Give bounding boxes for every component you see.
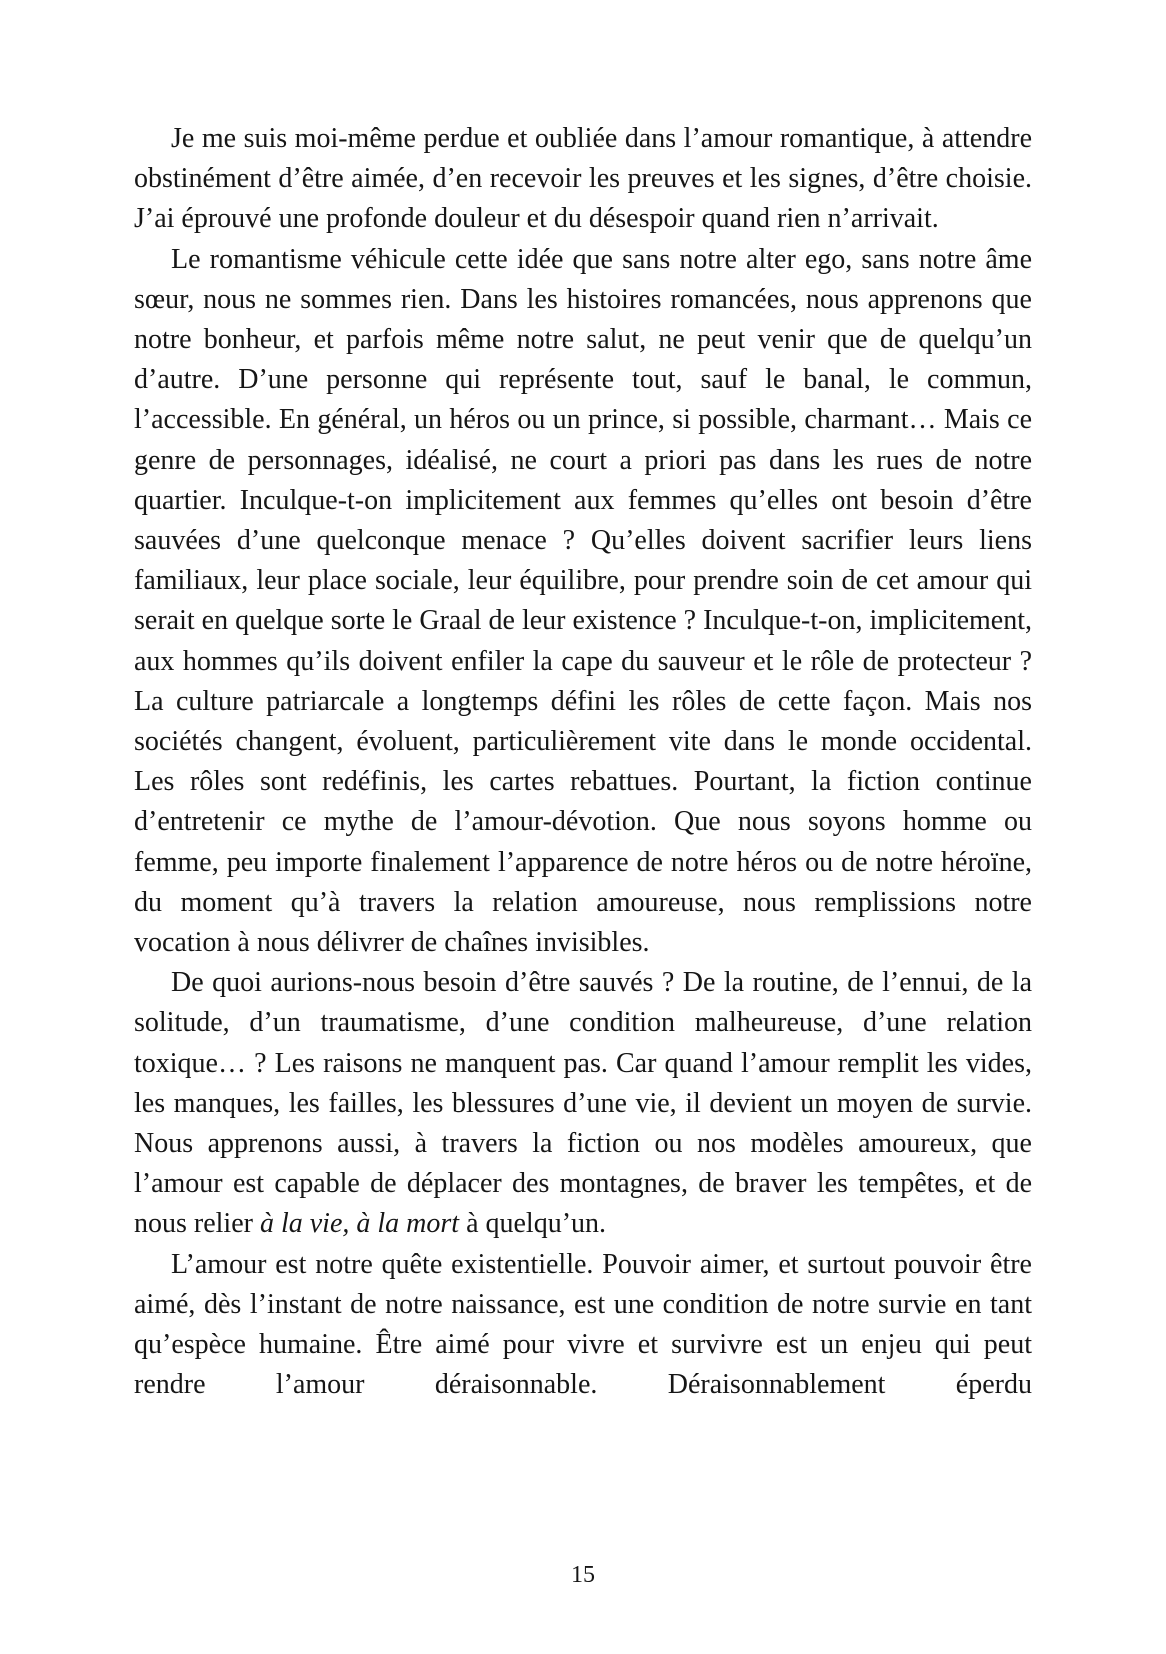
paragraph-4: L’amour est notre quête existentielle. Pouvoir aimer, et surtout pouvoir être aimé, dès l’instant de notre naissance, est une condition de notre survie en tant qu’espèce humaine. Être aimé pour vivre et survivre est un enjeu qui peut rendre l’amour déraisonnable. Déraisonnablement éperdu bbox=[134, 1248, 1032, 1401]
paragraph-1: Je me suis moi-même perdue et oubliée dans l’amour romantique, à attendre obstinément d’être aimée, d’en recevoir les preuves et les signes, d’être choisie. J’ai éprouvé une profonde douleur et du désespoir quand rien n’arrivait. bbox=[134, 123, 1032, 235]
paragraph-3-end: à quelqu’un. bbox=[459, 1208, 607, 1240]
page-number: 15 bbox=[571, 1562, 595, 1588]
italic-phrase: à la vie, à la mort bbox=[259, 1208, 460, 1240]
page-body bbox=[134, 119, 1032, 1406]
paragraph-3 bbox=[134, 963, 1032, 1244]
paragraph-2: Le romantisme véhicule cette idée que sans notre alter ego, sans notre âme sœur, nous ne sommes rien. Dans les histoires romancées, nous apprenons que notre bonheur, et parfois même notre salut, ne peut venir que de quelqu’un d’autre. D’une personne qui représente tout, sauf le banal, le commun, l’accessible. En général, un héros ou un prince, si possible, charmant… Mais ce genre de personnages, idéalisé, ne court a priori pas dans les rues de notre quartier. Inculque-t-on implicitement aux femmes qu’elles ont besoin d’être sauvées d’une quelconque menace ? Qu’elles doivent sacrifier leurs liens familiaux, leur place sociale, leur équilibre, pour prendre soin de cet amour qui serait en quelque sorte le Graal de leur existence ? Inculque-t-on, implicitement, aux hommes qu’ils doivent enfiler la cape du sauveur et le rôle de protecteur ? La culture patriarcale a longtemps défini les rôles de cette façon. Mais nos sociétés changent, évoluent, particulièrement vite dans le monde occidental. Les rôles sont redéfinis, les cartes rebattues. Pourtant, la fiction continue d’entretenir ce mythe de l’amour-dévotion. Que nous soyons homme ou femme, peu importe finalement l’apparence de notre héros ou de notre héroïne, du moment qu’à travers la relation amoureuse, nous remplissions notre vocation à nous délivrer de chaînes invisibles. bbox=[134, 243, 1032, 959]
paragraph-3-text: De quoi aurions-nous besoin d’être sauvés ? De la routine, de l’ennui, de la solitude, d’un traumatisme, d’une condition malheureuse, d’une relation toxique… ? Les raisons ne manquent pas. Car quand l’amour remplit les vides, les manques, les failles, les blessures d’une vie, il devient un moyen de survie. Nous apprenons aussi, à travers la fiction ou nos modèles amoureux, que l’amour est capable de déplacer des montagnes, de braver les tempêtes, et de nous relier bbox=[134, 967, 1032, 1240]
